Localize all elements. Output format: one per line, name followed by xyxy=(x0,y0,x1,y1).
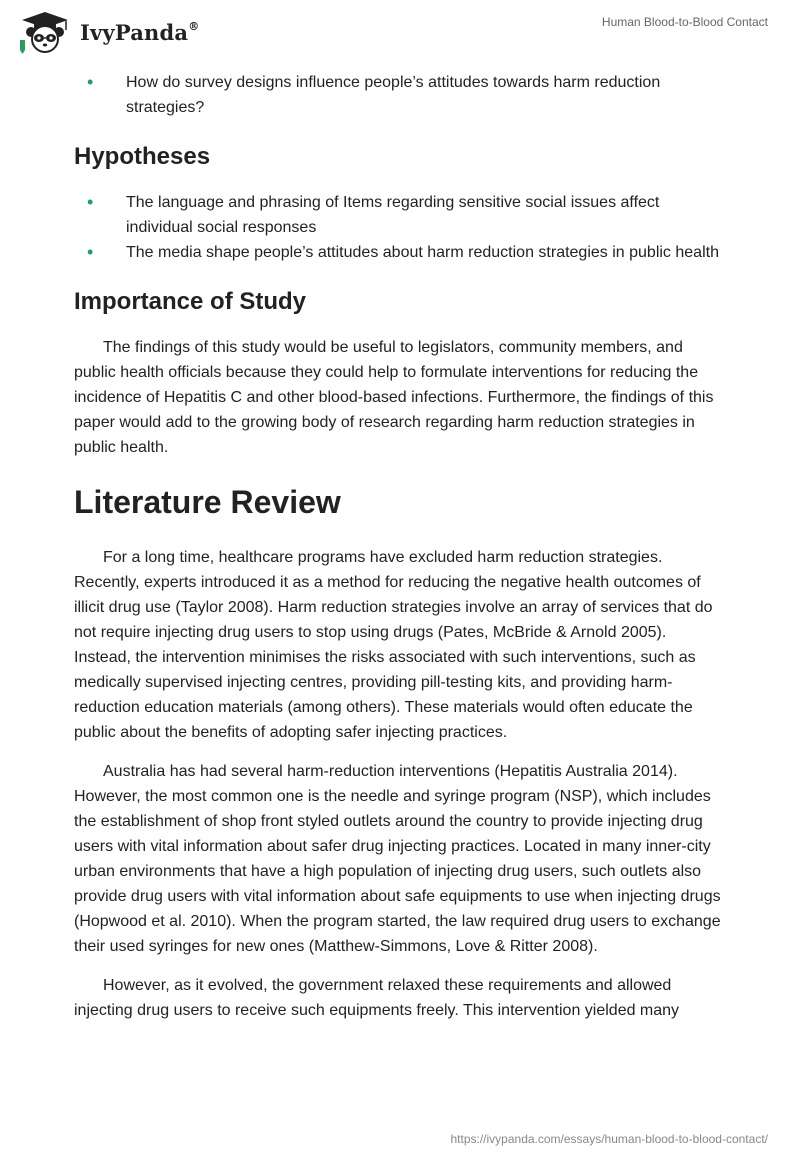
brand-name: IvyPanda® xyxy=(80,19,200,45)
site-logo[interactable] xyxy=(16,10,199,54)
literature-paragraph: However, as it evolved, the government relaxed these requirements and allowed injecting drug users to receive such equipments freely. This intervention yielded many xyxy=(74,977,680,1019)
footer-url[interactable]: https://ivypanda.com/essays/human-blood-to-blood-contact/ xyxy=(450,1132,768,1146)
hypotheses-heading: Hypotheses xyxy=(74,143,211,170)
panda-graduate-logo-icon xyxy=(16,10,74,54)
page-header xyxy=(0,0,800,64)
literature-paragraph: Australia has had several harm-reduction interventions (Hepatitis Australia 2014). However, the most common one is the needle and syringe program (NSP), which includes the establishment of shop front styled outlets around the country to provide injecting drug users with vital information about safer drug injecting practices. Located in many inner-city urban environments that have a high population of injecting drug users, such outlets also provide drug users with vital information about safe equipments to use when injecting drugs (Hopwood et al. 2010). When the program started, the law required drug users to exchange their used syringes for new ones (Matthew-Simmons, Love & Ritter 2008). xyxy=(74,763,721,955)
bullet-icon: • xyxy=(87,242,94,262)
importance-heading: Importance of Study xyxy=(74,288,307,315)
list-item: • How do survey designs influence people’s attitudes towards harm reduction strategies? xyxy=(87,72,661,116)
importance-paragraph: The findings of this study would be useful to legislators, community members, and public health officials because they could help to formulate interventions for reducing the incidence of Hepatitis C and other blood-based infections. Furthermore, the findings of this paper would add to the growing body of research regarding harm reduction strategies in public health. xyxy=(74,339,714,456)
document-body xyxy=(74,70,726,1023)
hypotheses-list xyxy=(74,190,726,265)
list-item: • The media shape people’s attitudes about harm reduction strategies in public health xyxy=(74,240,726,265)
question-list xyxy=(74,70,726,120)
running-title: Human Blood-to-Blood Contact xyxy=(601,15,768,29)
bullet-icon: • xyxy=(87,72,94,92)
list-item: • The language and phrasing of Items regarding sensitive social issues affect individual social responses xyxy=(87,192,660,236)
literature-heading: Literature Review xyxy=(74,484,341,520)
literature-paragraph: For a long time, healthcare programs have excluded harm reduction strategies. Recently, experts introduced it as a method for reducing the negative health outcomes of illicit drug use (Taylor 2008). Harm reduction strategies involve an array of services that do not require injecting drug users to stop using drugs (Pates, McBride & Arnold 2005). Instead, the intervention minimises the risks associated with such interventions, such as medically supervised injecting centres, providing pill-testing kits, and providing harm-reduction education materials (among others). These materials would often educate the public about the benefits of adopting safer injecting practices. xyxy=(74,549,713,741)
bullet-icon: • xyxy=(87,192,94,212)
